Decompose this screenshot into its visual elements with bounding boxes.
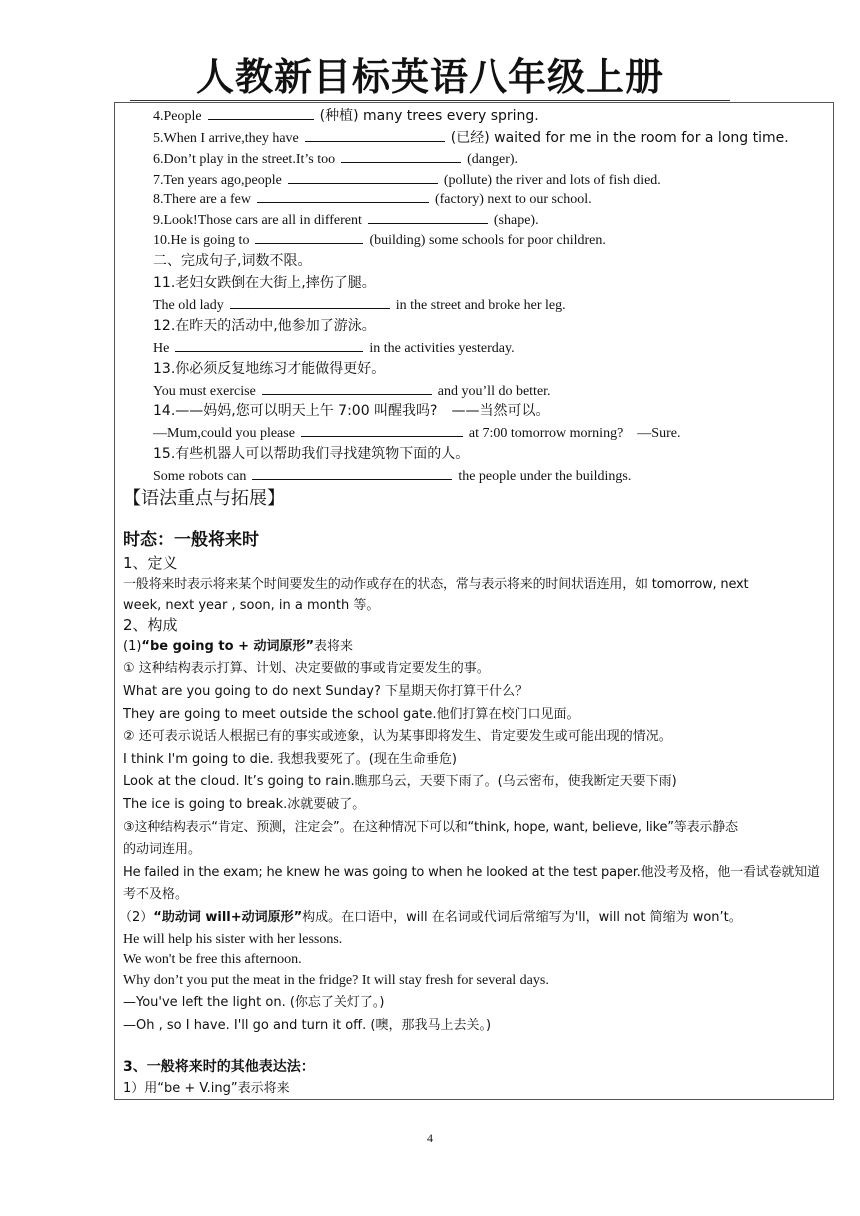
exercise-9 [153, 211, 539, 230]
sentence-text: and you’ll do better. [437, 384, 551, 399]
structure-heading: 2、构成 [123, 616, 178, 634]
sentence-text: He [153, 341, 170, 356]
heading-prefix: （2） [119, 910, 154, 925]
page-title: 人教新目标英语八年级上册 [195, 55, 664, 99]
answer-blank[interactable] [255, 231, 363, 244]
will-example-1: He will help his sister with her lessons. [123, 932, 343, 947]
answer-blank[interactable] [252, 467, 452, 480]
point-2: ② 还可表示说话人根据已有的事实或迹象，认为某事即将发生、肯定要发生或可能出现的情况。 [123, 729, 672, 744]
heading-suffix: 表将来 [314, 639, 354, 654]
sentence-text: at 7:00 tomorrow morning? —Sure. [468, 426, 681, 441]
sentence-text: The old lady [153, 298, 224, 313]
example-2: They are going to meet outside the school gate.他们打算在校门口见面。 [123, 707, 580, 722]
exercise-hint: (shape). [493, 213, 539, 228]
title-underline [130, 100, 730, 101]
page-number: 4 [427, 1131, 433, 1145]
sentence-11-chinese: 11.老妇女跌倒在大街上,摔伤了腿。 [153, 275, 376, 291]
sentence-15-chinese: 15.有些机器人可以帮助我们寻找建筑物下面的人。 [153, 446, 470, 462]
exercise-text: 10.He is going to [153, 233, 250, 248]
exercise-10 [153, 231, 606, 250]
answer-blank[interactable] [305, 129, 445, 142]
heading-prefix: (1) [123, 639, 142, 654]
will-example-2: We won't be free this afternoon. [123, 952, 302, 967]
exercise-8 [153, 190, 592, 209]
definition-heading: 1、定义 [123, 554, 178, 572]
sentence-13-english [153, 382, 551, 401]
sentence-14-english [153, 424, 680, 443]
sentence-text: You must exercise [153, 384, 256, 399]
example-1: What are you going to do next Sunday? 下星期天你打算干什么？ [123, 684, 529, 699]
answer-blank[interactable] [175, 339, 363, 352]
example-4: Look at the cloud. It’s going to rain.瞧那乌云，天要下雨了。(乌云密布，使我断定天要下雨) [123, 774, 677, 789]
example-5: The ice is going to break.冰就要破了。 [123, 797, 366, 812]
be-going-to-heading [123, 638, 353, 656]
other-forms-heading: 3、一般将来时的其他表达法： [123, 1059, 315, 1075]
example-6-line-1: He failed in the exam; he knew he was going to when he looked at the test paper.他没考及格，他一看试卷就知道 [123, 865, 820, 880]
sentence-14-chinese: 14.——妈妈,您可以明天上午 7:00 叫醒我吗? ——当然可以。 [153, 403, 550, 419]
point-1: ① 这种结构表示打算、计划、决定要做的事或肯定要发生的事。 [123, 661, 490, 676]
example-6-line-2: 考不及格。 [123, 887, 189, 902]
answer-blank[interactable] [288, 171, 438, 184]
grammar-section-title: 【语法重点与拓展】 [123, 488, 285, 509]
other-forms-item-1: 1）用“be + V.ing”表示将来 [123, 1081, 290, 1096]
exercise-text: 9.Look!Those cars are all in different [153, 213, 362, 228]
example-3: I think I'm going to die. 我想我要死了。(现在生命垂危) [123, 752, 457, 767]
definition-text-line-1: 一般将来时表示将来某个时间要发生的动作或存在的状态，常与表示将来的时间状语连用，如 tomorrow, next [123, 577, 749, 592]
exercise-text: 4.People [153, 109, 202, 124]
sentence-12-chinese: 12.在昨天的活动中,他参加了游泳。 [153, 318, 376, 334]
sentence-text: Some robots can [153, 469, 247, 484]
exercise-4 [153, 107, 539, 126]
exercise-text: 5.When I arrive,they have [153, 131, 299, 146]
answer-blank[interactable] [341, 150, 461, 163]
exercise-hint: (danger). [467, 152, 519, 167]
exercise-hint: (factory) next to our school. [434, 192, 592, 207]
will-example-3: Why don’t you put the meat in the fridge? It will stay fresh for several days. [123, 973, 549, 988]
exercise-hint: (pollute) the river and lots of fish died. [443, 173, 661, 188]
grammar-topic-title: 时态：一般将来时 [123, 530, 259, 550]
will-example-5: —Oh , so I have. I'll go and turn it off. (噢，那我马上去关。) [123, 1018, 492, 1033]
exercise-hint: (种植) many trees every spring. [319, 108, 539, 124]
exercise-text: 8.There are a few [153, 192, 251, 207]
will-example-4: —You've left the light on. (你忘了关灯了。) [123, 995, 385, 1010]
sentence-13-chinese: 13.你必须反复地练习才能做得更好。 [153, 361, 386, 377]
exercise-7 [153, 171, 661, 190]
point-3-line-1: ③这种结构表示“肯定、预测，注定会”。在这种情况下可以和“think, hope, want, believe, like”等表示静态 [123, 820, 738, 835]
answer-blank[interactable] [301, 424, 463, 437]
sentence-text: —Mum,could you please [153, 426, 295, 441]
sentence-11-english [153, 296, 566, 315]
answer-blank[interactable] [208, 107, 314, 120]
answer-blank[interactable] [257, 190, 429, 203]
exercise-text: 6.Don’t play in the street.It’s too [153, 152, 336, 167]
sentence-text: in the activities yesterday. [369, 341, 515, 356]
exercise-6 [153, 150, 518, 169]
answer-blank[interactable] [368, 211, 488, 224]
sentence-text: the people under the buildings. [458, 469, 632, 484]
sentence-12-english [153, 339, 515, 358]
answer-blank[interactable] [262, 382, 432, 395]
point-3-line-2: 的动词连用。 [123, 842, 202, 857]
answer-blank[interactable] [230, 296, 390, 309]
exercise-5 [153, 129, 789, 148]
heading-label: “be going to + 动词原形” [141, 639, 315, 654]
heading-suffix: 构成。在口语中，will 在名词或代词后常缩写为'll，will not 简缩为 won’t。 [302, 910, 742, 925]
sentence-text: in the street and broke her leg. [395, 298, 566, 313]
exercise-hint: (building) some schools for poor children. [369, 233, 606, 248]
will-heading [119, 909, 742, 927]
exercise-text: 7.Ten years ago,people [153, 173, 282, 188]
exercise-hint: (已经) waited for me in the room for a long time. [450, 130, 789, 146]
definition-text-line-2: week, next year , soon, in a month 等。 [123, 598, 380, 613]
heading-label: “助动词 will+动词原形” [153, 910, 303, 925]
section-2-heading: 二、完成句子,词数不限。 [153, 253, 312, 269]
sentence-15-english [153, 467, 631, 486]
